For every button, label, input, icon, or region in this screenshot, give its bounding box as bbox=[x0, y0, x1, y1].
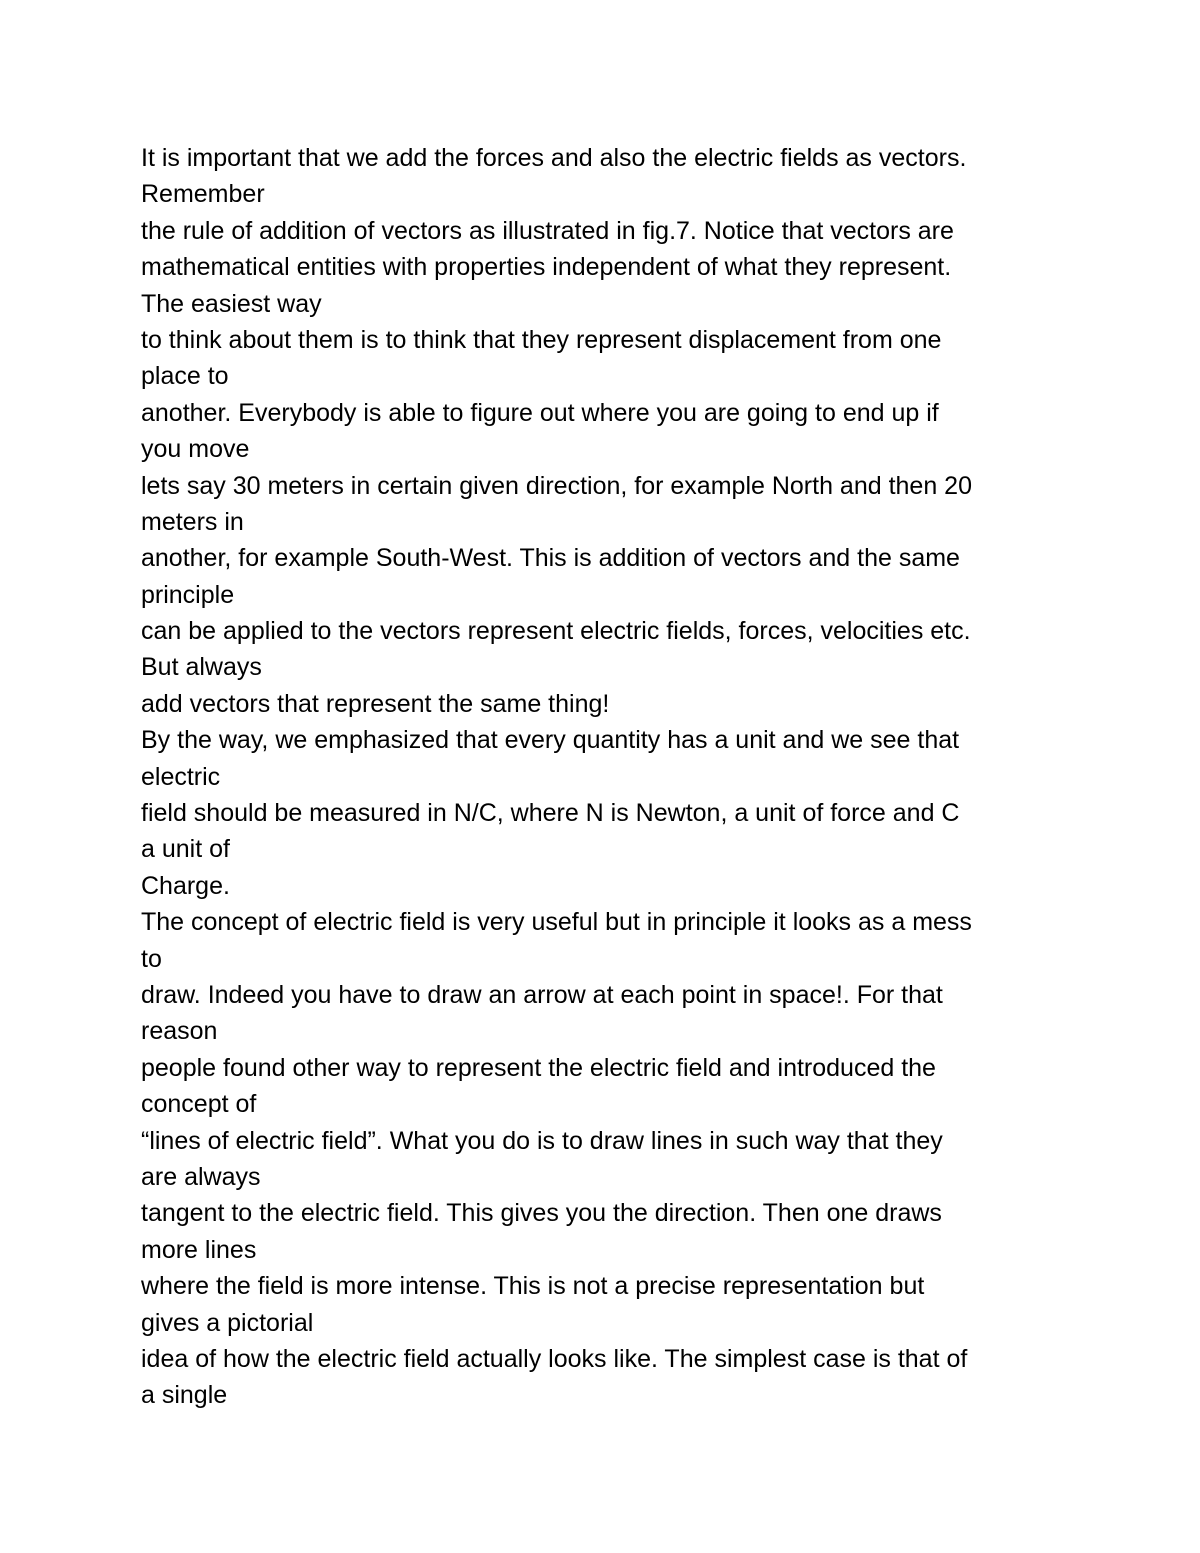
text-line: a unit of bbox=[141, 835, 230, 864]
text-line: people found other way to represent the electric field and introduced the bbox=[141, 1053, 936, 1082]
text-line: to think about them is to think that they represent displacement from one bbox=[141, 325, 942, 354]
text-line: another, for example South-West. This is addition of vectors and the same bbox=[141, 544, 960, 573]
text-line: It is important that we add the forces and also the electric fields as vectors. bbox=[141, 144, 967, 172]
text-line: By the way, we emphasized that every quantity has a unit and we see that bbox=[141, 726, 960, 755]
text-line: The easiest way bbox=[141, 289, 322, 318]
text-line: idea of how the electric field actually looks like. The simplest case is that of bbox=[141, 1344, 968, 1373]
text-line: But always bbox=[141, 653, 262, 682]
text-line: mathematical entities with properties independent of what they represent. bbox=[141, 253, 952, 282]
text-line: where the field is more intense. This is not a precise representation but bbox=[141, 1272, 925, 1301]
text-line: place to bbox=[141, 362, 229, 391]
text-line: a single bbox=[141, 1381, 228, 1410]
text-line: can be applied to the vectors represent electric fields, forces, velocities etc. bbox=[141, 617, 971, 646]
text-line: electric bbox=[141, 762, 221, 791]
text-line: Remember bbox=[141, 180, 265, 209]
text-line: another. Everybody is able to figure out where you are going to end up if bbox=[141, 398, 939, 427]
text-line: field should be measured in N/C, where N is Newton, a unit of force and C bbox=[141, 799, 960, 828]
text-line: lets say 30 meters in certain given direction, for example North and then 20 bbox=[141, 471, 972, 500]
text-line: the rule of addition of vectors as illustrated in fig.7. Notice that vectors are bbox=[141, 216, 954, 245]
text-line: gives a pictorial bbox=[141, 1308, 314, 1337]
text-line: add vectors that represent the same thing! bbox=[141, 689, 610, 718]
text-line: draw. Indeed you have to draw an arrow at each point in space!. For that bbox=[141, 980, 943, 1009]
text-line: meters in bbox=[141, 507, 244, 536]
text-line: are always bbox=[141, 1162, 261, 1191]
text-line: The concept of electric field is very useful but in principle it looks as a mess bbox=[141, 908, 972, 937]
text-line: to bbox=[141, 944, 162, 973]
text-line: tangent to the electric field. This gives you the direction. Then one draws bbox=[141, 1199, 942, 1228]
body-text bbox=[141, 140, 1071, 1414]
text-line: more lines bbox=[141, 1235, 257, 1264]
text-line: you move bbox=[141, 435, 250, 464]
text-line: Charge. bbox=[141, 871, 230, 900]
text-line: principle bbox=[141, 580, 235, 609]
text-line: “lines of electric field”. What you do is to draw lines in such way that they bbox=[141, 1126, 943, 1155]
text-line: reason bbox=[141, 1017, 218, 1046]
text-line: concept of bbox=[141, 1090, 257, 1119]
